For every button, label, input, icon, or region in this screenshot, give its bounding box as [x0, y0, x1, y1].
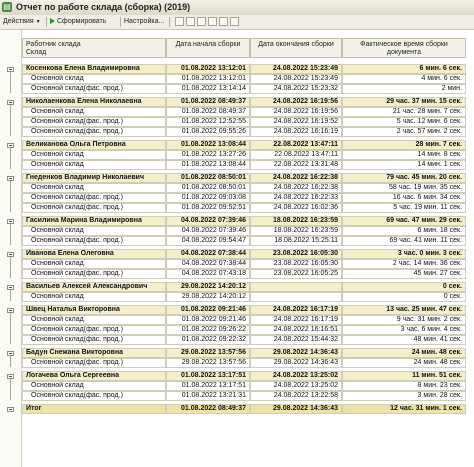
cell-start-date: 04.08.2022 07:38:44 [166, 249, 250, 259]
cell-start-date: 01.08.2022 09:55:26 [166, 127, 250, 137]
actions-menu-button[interactable] [3, 17, 41, 27]
cell-start-date: 01.08.2022 09:52:51 [166, 203, 250, 213]
cell-name: Основной склад(фас. прод.) [22, 335, 166, 345]
cell-start-date: 01.08.2022 08:50:01 [166, 183, 250, 193]
cell-start-date: 29.08.2022 14:20:12 [166, 292, 250, 302]
cell-actual-time: 48 мин. 41 сек. [342, 335, 466, 345]
cell-start-date: 01.08.2022 13:17:51 [166, 381, 250, 391]
detail-row [22, 292, 466, 302]
cell-end-date [250, 292, 342, 302]
detail-row [22, 269, 466, 279]
cell-end-date: 24.08.2022 16:22:38 [250, 183, 342, 193]
cell-start-date: 01.08.2022 13:12:01 [166, 64, 250, 74]
cell-name: Основной склад [22, 74, 166, 84]
column-header [22, 38, 466, 58]
cell-end-date: 24.08.2022 16:19:56 [250, 97, 342, 107]
cell-start-date: 01.08.2022 13:08:44 [166, 160, 250, 170]
cell-start-date: 04.08.2022 07:39:46 [166, 226, 250, 236]
cell-name: Основной склад [22, 259, 166, 269]
cell-start-date: 01.08.2022 09:03:08 [166, 193, 250, 203]
cell-name: Основной склад [22, 226, 166, 236]
play-icon [50, 18, 55, 24]
cell-actual-time: 28 мин. 7 сек. [342, 140, 466, 150]
cell-actual-time: 29 час. 37 мин. 15 сек. [342, 97, 466, 107]
actions-label: Действия [3, 18, 34, 25]
cell-actual-time: 6 мин. 18 сек. [342, 226, 466, 236]
toolbar-icon-button[interactable] [219, 17, 228, 26]
group-bracket-line [10, 224, 11, 245]
cell-name: Косенкова Елена Владимировна [22, 64, 166, 74]
cell-name: Великанова Ольга Петровна [22, 140, 166, 150]
cell-start-date: 04.08.2022 07:39:46 [166, 216, 250, 226]
cell-actual-time: 11 мин. 51 сек. [342, 371, 466, 381]
cell-end-date: 24.08.2022 16:19:52 [250, 117, 342, 127]
detail-row [22, 127, 466, 137]
cell-actual-time: 21 час. 28 мин. 7 сек. [342, 107, 466, 117]
cell-end-date: 24.08.2022 15:23:49 [250, 64, 342, 74]
cell-start-date: 29.08.2022 14:20:12 [166, 282, 250, 292]
cell-end-date: 18.08.2022 16:23:59 [250, 216, 342, 226]
column-warehouse-label: Склад [26, 49, 47, 56]
settings-button[interactable]: Настройка... [124, 18, 165, 25]
collapse-total-icon[interactable] [7, 407, 14, 412]
detail-row [22, 150, 466, 160]
cell-actual-time: 12 час. 31 мин. 1 сек. [342, 404, 466, 414]
detail-row [22, 315, 466, 325]
detail-row [22, 117, 466, 127]
group-bracket-line [10, 379, 11, 400]
cell-end-date: 29.08.2022 14:36:43 [250, 358, 342, 368]
toolbar-icon-button[interactable] [186, 17, 195, 26]
cell-name: Основной склад(фас. прод.) [22, 358, 166, 368]
detail-row [22, 325, 466, 335]
cell-start-date: 01.08.2022 08:49:37 [166, 97, 250, 107]
cell-start-date: 01.08.2022 13:17:51 [166, 371, 250, 381]
cell-end-date: 23.08.2022 16:05:25 [250, 269, 342, 279]
cell-name: Основной склад(фас. прод.) [22, 84, 166, 94]
cell-name: Николаенкова Елена Николаевна [22, 97, 166, 107]
cell-name: Основной склад(фас. прод.) [22, 127, 166, 137]
cell-actual-time: 3 час. 0 мин. 3 сек. [342, 249, 466, 259]
group-row [22, 64, 466, 74]
cell-end-date: 24.08.2022 13:22:58 [250, 391, 342, 401]
cell-end-date: 29.08.2022 14:36:43 [250, 348, 342, 358]
group-bracket-line [10, 290, 11, 301]
group-bracket-line [10, 181, 11, 212]
cell-start-date: 01.08.2022 12:52:55 [166, 117, 250, 127]
title-bar [0, 0, 474, 16]
cell-end-date: 24.08.2022 16:22:33 [250, 193, 342, 203]
group-row [22, 371, 466, 381]
cell-name: Основной склад(фас. прод.) [22, 117, 166, 127]
detail-row [22, 160, 466, 170]
column-worker-label: Работник склада [26, 41, 81, 48]
cell-name: Основной склад [22, 315, 166, 325]
cell-start-date: 01.08.2022 13:27:26 [166, 150, 250, 160]
cell-actual-time: 2 мин. [342, 84, 466, 94]
cell-name: Основной склад [22, 107, 166, 117]
cell-name: Итог [22, 404, 166, 414]
cell-actual-time: 58 час. 19 мин. 35 сек. [342, 183, 466, 193]
cell-actual-time: 45 мин. 27 сек. [342, 269, 466, 279]
cell-start-date: 01.08.2022 09:22:32 [166, 335, 250, 345]
cell-actual-time: 14 мин. 8 сек. [342, 150, 466, 160]
group-bracket-line [10, 148, 11, 169]
cell-start-date: 04.08.2022 07:43:18 [166, 269, 250, 279]
group-bracket-line [10, 72, 11, 93]
cell-end-date: 24.08.2022 16:19:56 [250, 107, 342, 117]
toolbar-icon-button[interactable] [230, 17, 239, 26]
detail-row [22, 259, 466, 269]
detail-row [22, 335, 466, 345]
group-row [22, 305, 466, 315]
cell-end-date: 24.08.2022 16:16:19 [250, 127, 342, 137]
generate-label: Сформировать [57, 18, 107, 25]
cell-name: Основной склад(фас. прод.) [22, 193, 166, 203]
detail-row [22, 193, 466, 203]
cell-actual-time: 5 час. 19 мин. 11 сек. [342, 203, 466, 213]
cell-start-date: 01.08.2022 13:14:14 [166, 84, 250, 94]
window-title: Отчет по работе склада (сборка) (2019) [16, 2, 191, 12]
cell-name: Бадун Снежана Викторовна [22, 348, 166, 358]
cell-start-date: 01.08.2022 13:12:01 [166, 74, 250, 84]
column-start-label: Дата начала сборки [166, 38, 250, 58]
toolbar [0, 15, 474, 30]
cell-end-date [250, 282, 342, 292]
cell-actual-time: 2 час. 14 мин. 36 сек. [342, 259, 466, 269]
cell-end-date: 24.08.2022 16:17:19 [250, 305, 342, 315]
generate-button[interactable] [50, 17, 106, 27]
grouping-gutter [0, 30, 22, 467]
cell-name: Логачева Ольга Сергеевна [22, 371, 166, 381]
detail-row [22, 107, 466, 117]
group-row [22, 173, 466, 183]
cell-actual-time: 24 мин. 48 сек. [342, 348, 466, 358]
cell-name: Основной склад [22, 160, 166, 170]
cell-start-date: 01.08.2022 08:49:37 [166, 404, 250, 414]
dropdown-arrow-icon: ▼ [35, 19, 41, 25]
cell-name: Основной склад(фас. прод.) [22, 203, 166, 213]
cell-name: Иванова Елена Олеговна [22, 249, 166, 259]
cell-name: Гасилина Марина Владимировна [22, 216, 166, 226]
detail-row [22, 203, 466, 213]
detail-row [22, 74, 466, 84]
cell-start-date: 29.08.2022 13:57:56 [166, 358, 250, 368]
cell-actual-time: 2 час. 57 мин. 2 сек. [342, 127, 466, 137]
cell-actual-time: 79 час. 45 мин. 20 сек. [342, 173, 466, 183]
cell-end-date: 23.08.2022 16:05:30 [250, 249, 342, 259]
cell-end-date: 24.08.2022 15:23:32 [250, 84, 342, 94]
cell-end-date: 23.08.2022 16:05:30 [250, 259, 342, 269]
cell-actual-time: 13 час. 25 мин. 47 сек. [342, 305, 466, 315]
cell-name: Гнеденков Владимир Николаевич [22, 173, 166, 183]
group-row [22, 140, 466, 150]
column-worker-warehouse [22, 38, 166, 58]
total-row [22, 404, 466, 414]
toolbar-icon-button[interactable] [175, 17, 184, 26]
cell-end-date: 22.08.2022 13:47:11 [250, 150, 342, 160]
cell-actual-time: 3 мин. 28 сек. [342, 391, 466, 401]
cell-actual-time: 9 час. 31 мин. 2 сек. [342, 315, 466, 325]
cell-actual-time: 0 сек. [342, 292, 466, 302]
cell-name: Основной склад [22, 183, 166, 193]
cell-end-date: 24.08.2022 16:17:19 [250, 315, 342, 325]
group-row [22, 348, 466, 358]
detail-row [22, 381, 466, 391]
cell-end-date: 24.08.2022 16:02:36 [250, 203, 342, 213]
detail-row [22, 236, 466, 246]
cell-start-date: 01.08.2022 13:21:31 [166, 391, 250, 401]
cell-end-date: 29.08.2022 14:36:43 [250, 404, 342, 414]
group-bracket-line [10, 257, 11, 278]
cell-name: Основной склад(фас. прод.) [22, 269, 166, 279]
group-row [22, 282, 466, 292]
cell-start-date: 29.08.2022 13:57:56 [166, 348, 250, 358]
cell-end-date: 24.08.2022 16:22:38 [250, 173, 342, 183]
cell-actual-time: 0 сек. [342, 282, 466, 292]
cell-end-date: 18.08.2022 15:25:11 [250, 236, 342, 246]
cell-end-date: 18.08.2022 16:23:59 [250, 226, 342, 236]
toolbar-icon-button[interactable] [197, 17, 206, 26]
cell-actual-time: 3 час. 6 мин. 4 сек. [342, 325, 466, 335]
detail-row [22, 226, 466, 236]
cell-actual-time: 6 мин. 6 сек. [342, 64, 466, 74]
column-end-label: Дата окончания сборки [250, 38, 342, 58]
toolbar-separator [169, 17, 170, 27]
report-window-icon: ▤ [3, 2, 11, 11]
cell-end-date: 24.08.2022 16:16:51 [250, 325, 342, 335]
cell-start-date: 04.08.2022 09:54:47 [166, 236, 250, 246]
cell-actual-time: 14 мин. 1 сек. [342, 160, 466, 170]
cell-name: Основной склад(фас. прод.) [22, 391, 166, 401]
group-row [22, 249, 466, 259]
cell-start-date: 01.08.2022 09:26:22 [166, 325, 250, 335]
cell-start-date: 01.08.2022 09:21:46 [166, 315, 250, 325]
cell-start-date: 04.08.2022 07:38:44 [166, 259, 250, 269]
group-row [22, 97, 466, 107]
column-actual-label: Фактическое время сборки документа [342, 38, 466, 58]
detail-row [22, 391, 466, 401]
cell-actual-time: 4 мин. 6 сек. [342, 74, 466, 84]
cell-name: Швец Наталья Викторовна [22, 305, 166, 315]
report-area [0, 30, 474, 467]
cell-actual-time: 24 мин. 48 сек. [342, 358, 466, 368]
cell-name: Основной склад [22, 292, 166, 302]
cell-end-date: 24.08.2022 13:25:02 [250, 371, 342, 381]
cell-end-date: 24.08.2022 13:25:02 [250, 381, 342, 391]
toolbar-icon-button[interactable] [208, 17, 217, 26]
cell-actual-time: 69 час. 47 мин. 29 сек. [342, 216, 466, 226]
group-row [22, 216, 466, 226]
detail-row [22, 183, 466, 193]
cell-start-date: 01.08.2022 08:50:01 [166, 173, 250, 183]
group-bracket-line [10, 313, 11, 344]
toolbar-separator [120, 17, 121, 27]
cell-start-date: 01.08.2022 08:49:37 [166, 107, 250, 117]
cell-name: Основной склад [22, 381, 166, 391]
cell-name: Основной склад [22, 150, 166, 160]
detail-row [22, 84, 466, 94]
group-bracket-line [10, 105, 11, 136]
group-bracket-line [10, 356, 11, 367]
cell-end-date: 22.08.2022 13:47:11 [250, 140, 342, 150]
cell-name: Основной склад(фас. прод.) [22, 236, 166, 246]
cell-start-date: 01.08.2022 09:21:46 [166, 305, 250, 315]
cell-start-date: 01.08.2022 13:08:44 [166, 140, 250, 150]
cell-end-date: 24.08.2022 15:44:32 [250, 335, 342, 345]
toolbar-separator [46, 17, 47, 27]
cell-name: Васильев Алексей Александрович [22, 282, 166, 292]
cell-name: Основной склад(фас. прод.) [22, 325, 166, 335]
cell-end-date: 24.08.2022 15:23:49 [250, 74, 342, 84]
detail-row [22, 358, 466, 368]
cell-actual-time: 5 час. 12 мин. 6 сек. [342, 117, 466, 127]
cell-end-date: 22.08.2022 13:31:48 [250, 160, 342, 170]
cell-actual-time: 16 час. 6 мин. 34 сек. [342, 193, 466, 203]
cell-actual-time: 69 час. 41 мин. 11 сек. [342, 236, 466, 246]
cell-actual-time: 8 мин. 23 сек. [342, 381, 466, 391]
